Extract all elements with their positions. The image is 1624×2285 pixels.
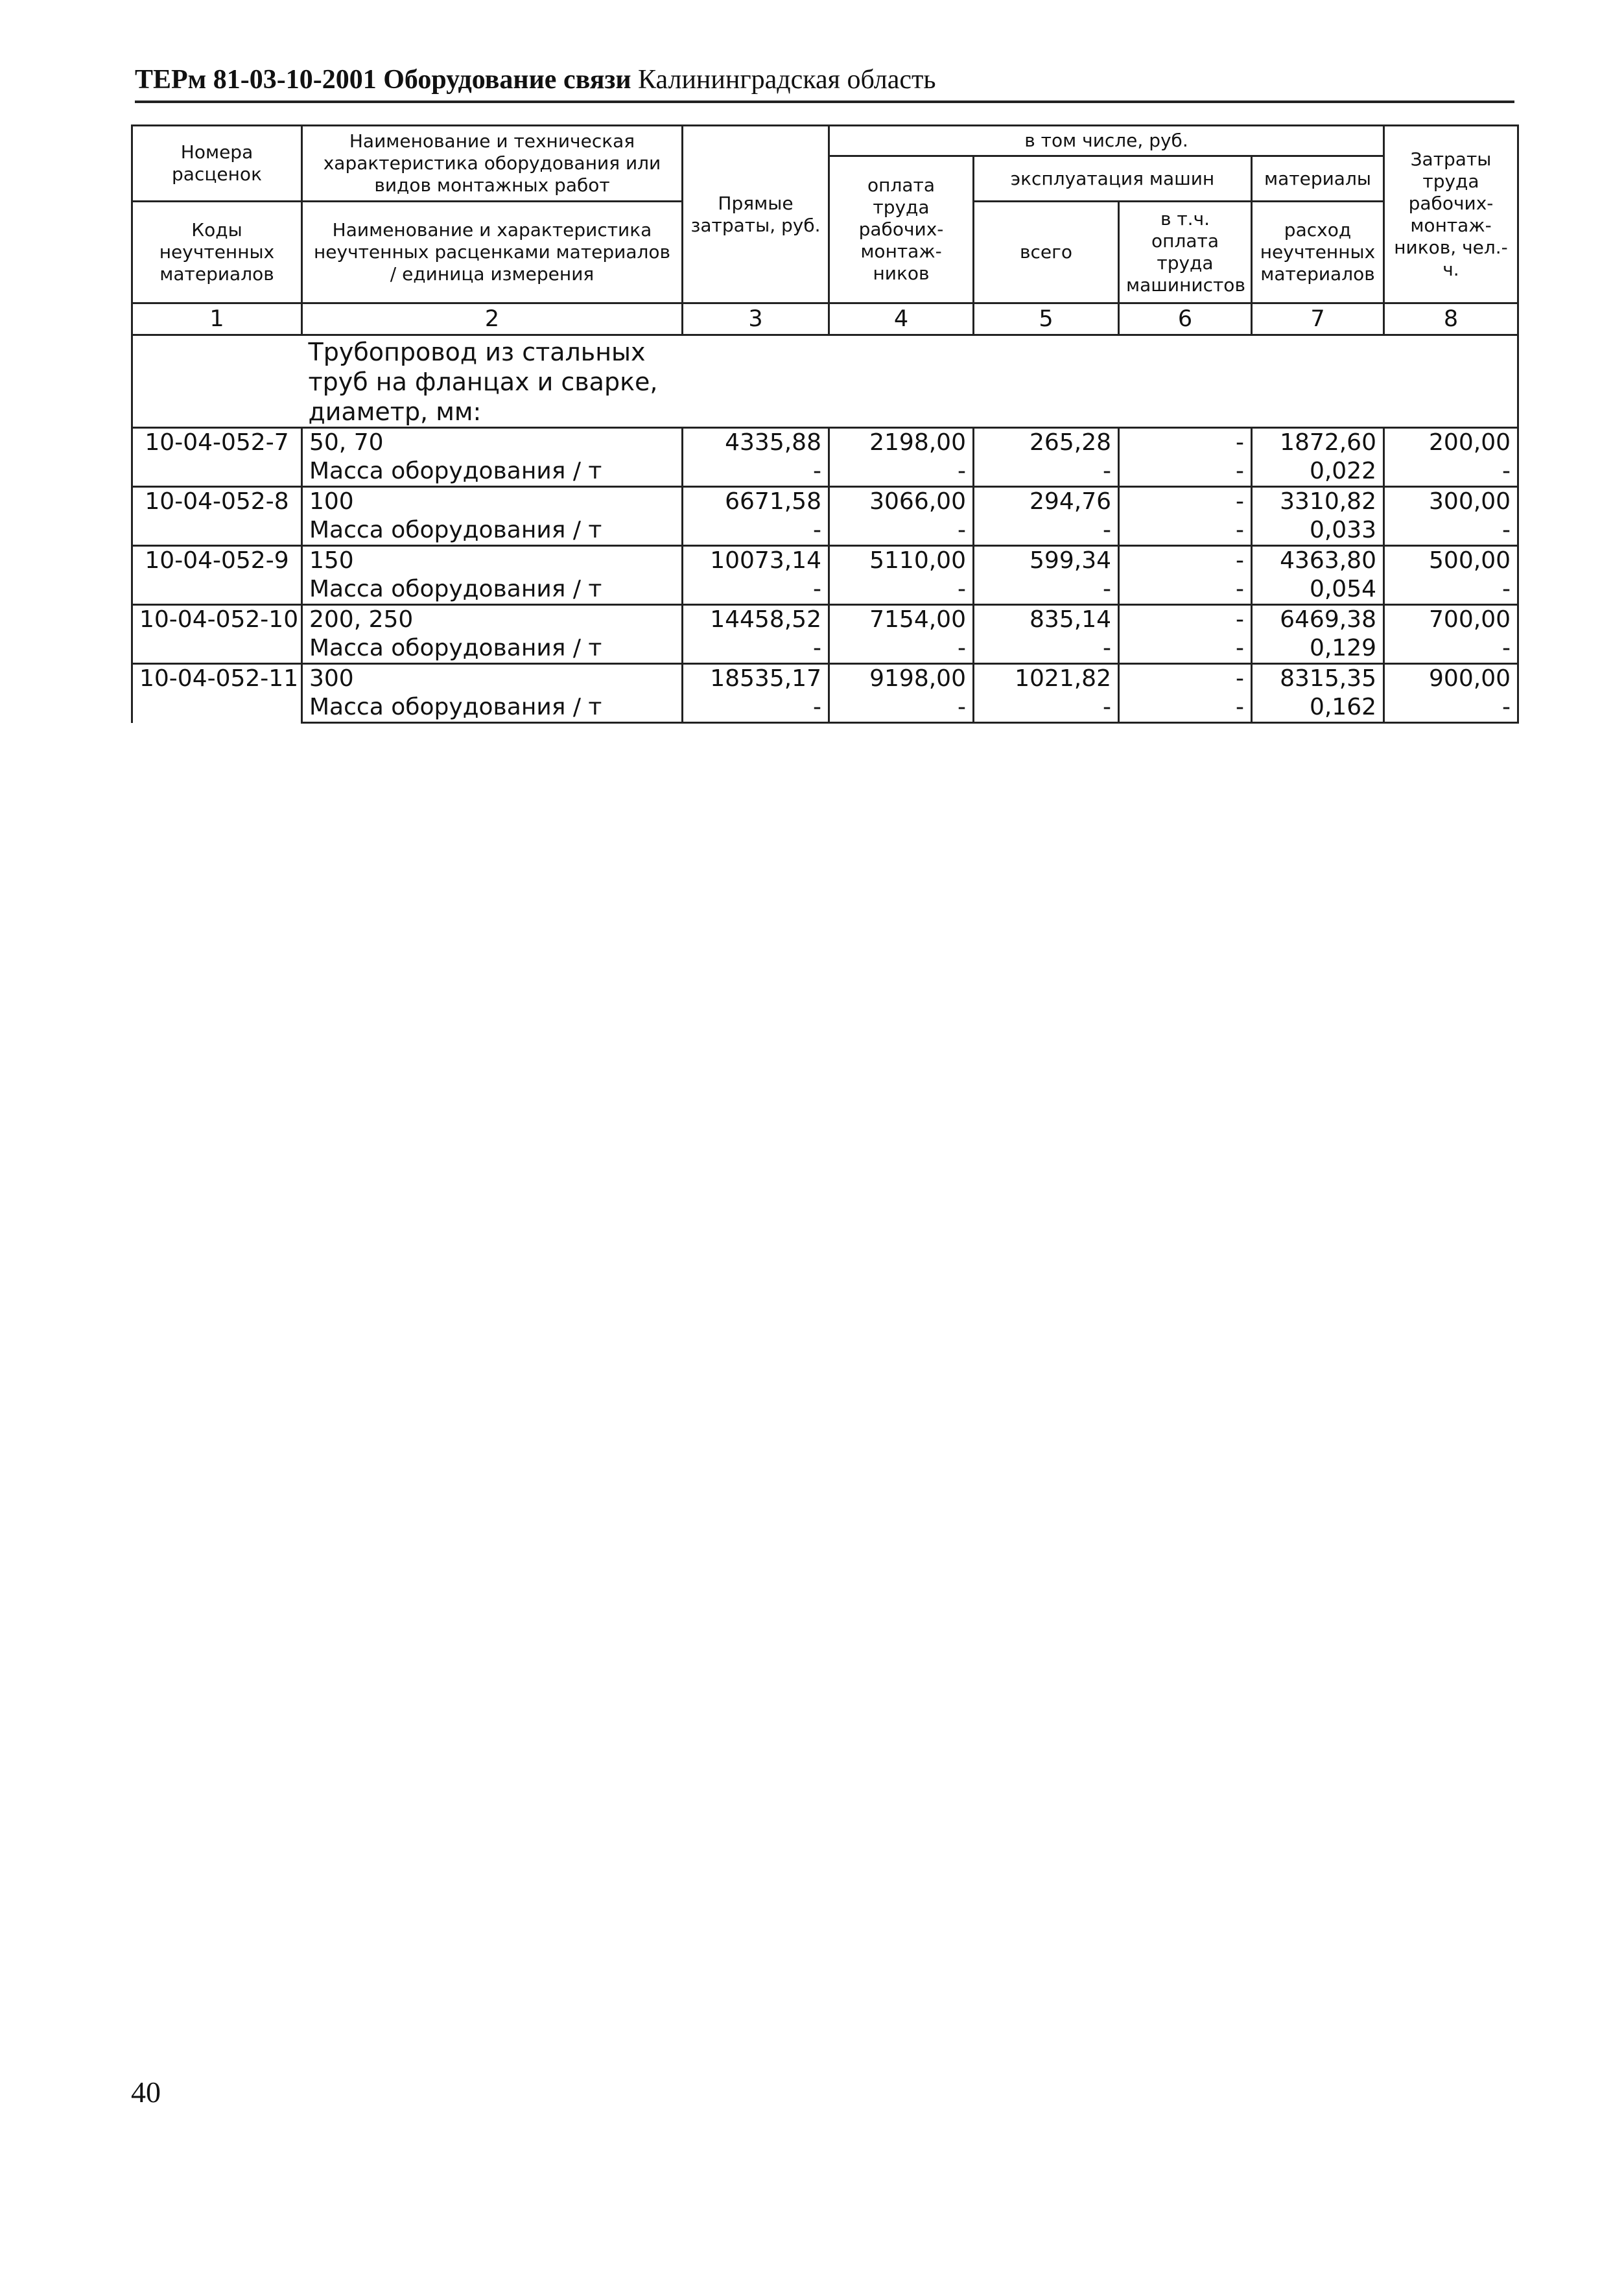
machines-value: 265,28	[974, 428, 1119, 458]
materials-value: 1872,60	[1252, 428, 1384, 458]
direct-costs-value: 4335,88	[683, 428, 829, 458]
machinist-pay-value: -	[1119, 516, 1252, 546]
labor-pay-value: -	[829, 634, 974, 664]
machines-value: 599,34	[974, 546, 1119, 576]
labor-pay-value: 5110,00	[829, 546, 974, 576]
material-name: Масса оборудования / т	[302, 634, 683, 664]
material-name: Масса оборудования / т	[302, 457, 683, 487]
direct-costs-value: -	[683, 634, 829, 664]
header-unaccounted-consumption: расход неучтенных материалов	[1252, 202, 1384, 303]
machinist-pay-value: -	[1119, 634, 1252, 664]
labor-hours-value: -	[1384, 693, 1518, 723]
machines-value: -	[974, 693, 1119, 723]
header-direct-costs: Прямые затраты, руб.	[683, 126, 829, 303]
rate-code: 10-04-052-7	[132, 428, 302, 487]
machinist-pay-value: -	[1119, 457, 1252, 487]
machinist-pay-value: -	[1119, 546, 1252, 576]
labor-pay-value: 7154,00	[829, 605, 974, 635]
labor-hours-value: -	[1384, 516, 1518, 546]
labor-pay-value: 9198,00	[829, 664, 974, 694]
page-number: 40	[131, 2076, 161, 2109]
machines-value: 294,76	[974, 487, 1119, 517]
machinist-pay-value: -	[1119, 693, 1252, 723]
labor-hours-value: 300,00	[1384, 487, 1518, 517]
direct-costs-value: 6671,58	[683, 487, 829, 517]
table-subrow	[132, 516, 1518, 546]
header-work-name: Наименование и техническая характеристика оборудования или видов монтажных работ	[302, 126, 683, 202]
header-labor-costs: Затраты труда рабочих-монтаж-ников, чел.-ч.	[1384, 126, 1518, 303]
machines-value: 835,14	[974, 605, 1119, 635]
section-title: Трубопровод из стальных труб на фланцах и сварке, диаметр, мм:	[308, 338, 658, 426]
section-row	[132, 335, 1518, 428]
table-subrow	[132, 693, 1518, 723]
header-including: в том числе, руб.	[829, 126, 1384, 156]
direct-costs-value: -	[683, 457, 829, 487]
labor-hours-value: -	[1384, 634, 1518, 664]
labor-pay-value: 2198,00	[829, 428, 974, 458]
materials-value: 4363,80	[1252, 546, 1384, 576]
labor-hours-value: 700,00	[1384, 605, 1518, 635]
materials-value: 3310,82	[1252, 487, 1384, 517]
machinist-pay-value: -	[1119, 428, 1252, 458]
work-name: 50, 70	[302, 428, 683, 458]
column-number: 5	[974, 303, 1119, 335]
table-row	[132, 428, 1518, 458]
machines-value: -	[974, 457, 1119, 487]
direct-costs-value: -	[683, 575, 829, 605]
header-machines-total: всего	[974, 202, 1119, 303]
table-row	[132, 664, 1518, 694]
materials-value: 6469,38	[1252, 605, 1384, 635]
materials-value: 8315,35	[1252, 664, 1384, 694]
table-row	[132, 605, 1518, 635]
page-header	[135, 62, 1514, 103]
header-material-codes: Коды неучтенных материалов	[132, 202, 302, 303]
labor-pay-value: -	[829, 516, 974, 546]
column-numbers-row	[132, 303, 1518, 335]
material-name: Масса оборудования / т	[302, 575, 683, 605]
labor-pay-value: 3066,00	[829, 487, 974, 517]
work-name: 100	[302, 487, 683, 517]
rates-table	[131, 124, 1519, 724]
material-consumption-value: 0,054	[1252, 575, 1384, 605]
direct-costs-value: -	[683, 516, 829, 546]
labor-hours-value: 500,00	[1384, 546, 1518, 576]
column-number: 8	[1384, 303, 1518, 335]
labor-hours-value: 200,00	[1384, 428, 1518, 458]
table-row	[132, 487, 1518, 517]
machinist-pay-value: -	[1119, 605, 1252, 635]
column-number: 1	[132, 303, 302, 335]
material-name: Масса оборудования / т	[302, 516, 683, 546]
labor-pay-value: -	[829, 575, 974, 605]
work-name: 200, 250	[302, 605, 683, 635]
machines-value: -	[974, 575, 1119, 605]
section-title-cell	[302, 335, 1518, 428]
direct-costs-value: 14458,52	[683, 605, 829, 635]
rate-code: 10-04-052-10	[132, 605, 302, 664]
region-name: Калининградская область	[638, 65, 936, 95]
header-labor-pay: оплата труда рабочих-монтаж-ников	[829, 156, 974, 303]
column-number: 3	[683, 303, 829, 335]
rate-code: 10-04-052-11	[132, 664, 302, 723]
labor-hours-value: -	[1384, 457, 1518, 487]
header-machinist-pay: в т.ч. оплата труда машинистов	[1119, 202, 1252, 303]
direct-costs-value: -	[683, 693, 829, 723]
material-consumption-value: 0,022	[1252, 457, 1384, 487]
direct-costs-value: 18535,17	[683, 664, 829, 694]
machinist-pay-value: -	[1119, 487, 1252, 517]
labor-pay-value: -	[829, 457, 974, 487]
rate-code: 10-04-052-8	[132, 487, 302, 546]
column-number: 6	[1119, 303, 1252, 335]
rate-code: 10-04-052-9	[132, 546, 302, 605]
machines-value: -	[974, 634, 1119, 664]
labor-pay-value: -	[829, 693, 974, 723]
work-name: 300	[302, 664, 683, 694]
header-rate-numbers: Номера расценок	[132, 126, 302, 202]
labor-hours-value: -	[1384, 575, 1518, 605]
machinist-pay-value: -	[1119, 575, 1252, 605]
header-row-1	[132, 126, 1518, 156]
column-number: 2	[302, 303, 683, 335]
material-consumption-value: 0,033	[1252, 516, 1384, 546]
material-consumption-value: 0,129	[1252, 634, 1384, 664]
header-material-name: Наименование и характеристика неучтенных расценками материалов / единица измерения	[302, 202, 683, 303]
table-subrow	[132, 457, 1518, 487]
labor-hours-value: 900,00	[1384, 664, 1518, 694]
material-name: Масса оборудования / т	[302, 693, 683, 723]
document-code-title: ТЕРм 81-03-10-2001 Оборудование связи	[135, 65, 631, 95]
header-materials: материалы	[1252, 156, 1384, 202]
table-row	[132, 546, 1518, 576]
direct-costs-value: 10073,14	[683, 546, 829, 576]
work-name: 150	[302, 546, 683, 576]
column-number: 4	[829, 303, 974, 335]
column-number: 7	[1252, 303, 1384, 335]
header-machine-operation: эксплуатация машин	[974, 156, 1252, 202]
table-subrow	[132, 575, 1518, 605]
material-consumption-value: 0,162	[1252, 693, 1384, 723]
machines-value: 1021,82	[974, 664, 1119, 694]
machinist-pay-value: -	[1119, 664, 1252, 694]
machines-value: -	[974, 516, 1119, 546]
table-subrow	[132, 634, 1518, 664]
